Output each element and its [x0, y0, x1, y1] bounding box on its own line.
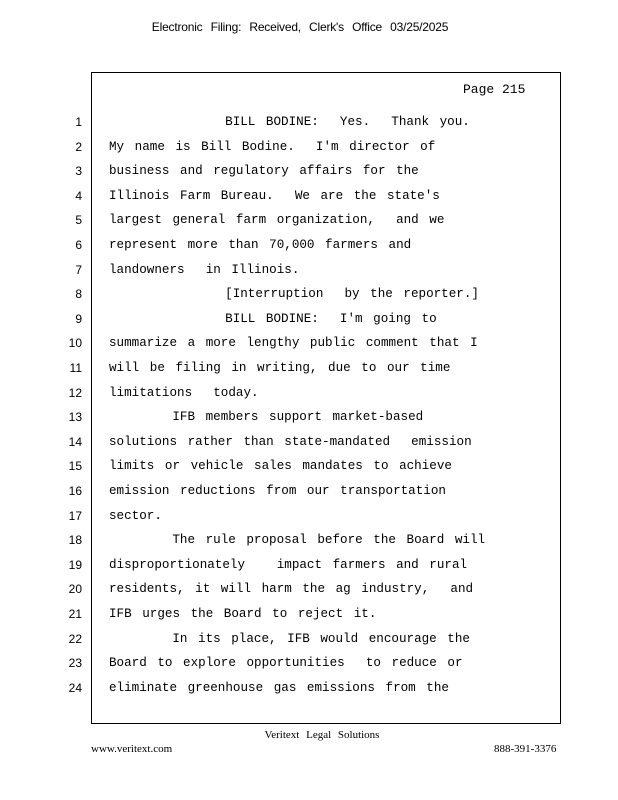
line-number: 20 — [68, 582, 82, 597]
line-number: 5 — [75, 213, 82, 228]
transcript-line: IFB members support market-based — [109, 410, 424, 425]
line-number: 6 — [75, 238, 82, 252]
line-number: 2 — [75, 139, 82, 154]
transcript-line: In its place, IFB would encourage the — [109, 631, 470, 646]
line-number: 16 — [68, 484, 82, 498]
transcript-line: will be filing in writing, due to our time — [109, 361, 451, 375]
line-number: 10 — [68, 336, 82, 351]
transcript-line: The rule proposal before the Board will — [109, 533, 486, 548]
transcript-line: eliminate greenhouse gas emissions from the — [109, 680, 449, 695]
transcript-line: emission reductions from our transportation — [109, 484, 446, 498]
line-number: 17 — [68, 508, 82, 523]
filing-stamp-header: Electronic Filing: Received, Clerk's Office 03/25/2025 — [151, 20, 449, 34]
transcript-line: Illinois Farm Bureau. We are the state's — [109, 188, 440, 203]
line-number: 12 — [68, 385, 82, 400]
page-number: Page 215 — [463, 82, 526, 97]
transcript-line: solutions rather than state-mandated emission — [109, 434, 472, 449]
line-number: 9 — [75, 311, 82, 326]
transcript-line: landowners in Illinois. — [109, 262, 300, 277]
line-number: 18 — [68, 533, 82, 548]
transcript-line: BILL BODINE: Yes. Thank you. — [109, 115, 470, 129]
line-number: 21 — [68, 607, 82, 621]
transcript-line: Board to explore opportunities to reduce or — [109, 656, 463, 671]
line-number: 19 — [68, 557, 82, 572]
line-number: 4 — [75, 188, 82, 203]
transcript-line: [Interruption by the reporter.] — [109, 287, 479, 302]
transcript-line: sector. — [109, 508, 162, 523]
line-number: 14 — [68, 434, 82, 449]
transcript-line: summarize a more lengthy public comment that I — [109, 336, 478, 351]
transcript-line: My name is Bill Bodine. I'm director of — [109, 139, 436, 154]
transcript-line: residents, it will harm the ag industry, and — [109, 582, 474, 597]
line-number: 13 — [68, 410, 82, 425]
line-number: 24 — [68, 680, 82, 695]
line-number: 1 — [75, 115, 82, 129]
transcript-line: IFB urges the Board to reject it. — [109, 607, 377, 621]
transcript-line: represent more than 70,000 farmers and — [109, 238, 412, 252]
line-number: 11 — [69, 361, 82, 375]
transcript-line: limitations today. — [109, 385, 259, 400]
transcript-line: BILL BODINE: I'm going to — [109, 311, 437, 326]
footer-phone: 888-391-3376 — [494, 743, 557, 755]
transcript-line: business and regulatory affairs for the — [109, 164, 419, 179]
line-number: 22 — [68, 631, 82, 646]
line-number: 8 — [75, 287, 82, 302]
footer-company: Veritext Legal Solutions — [264, 729, 380, 741]
transcript-line: disproportionately impact farmers and rural — [109, 557, 468, 572]
line-number: 15 — [68, 459, 82, 474]
line-number: 23 — [68, 656, 82, 671]
line-number: 7 — [75, 262, 82, 277]
line-number: 3 — [75, 164, 82, 179]
footer-website: www.veritext.com — [91, 743, 173, 755]
transcript-line: limits or vehicle sales mandates to achieve — [109, 459, 452, 474]
transcript-line: largest general farm organization, and we — [109, 213, 445, 228]
